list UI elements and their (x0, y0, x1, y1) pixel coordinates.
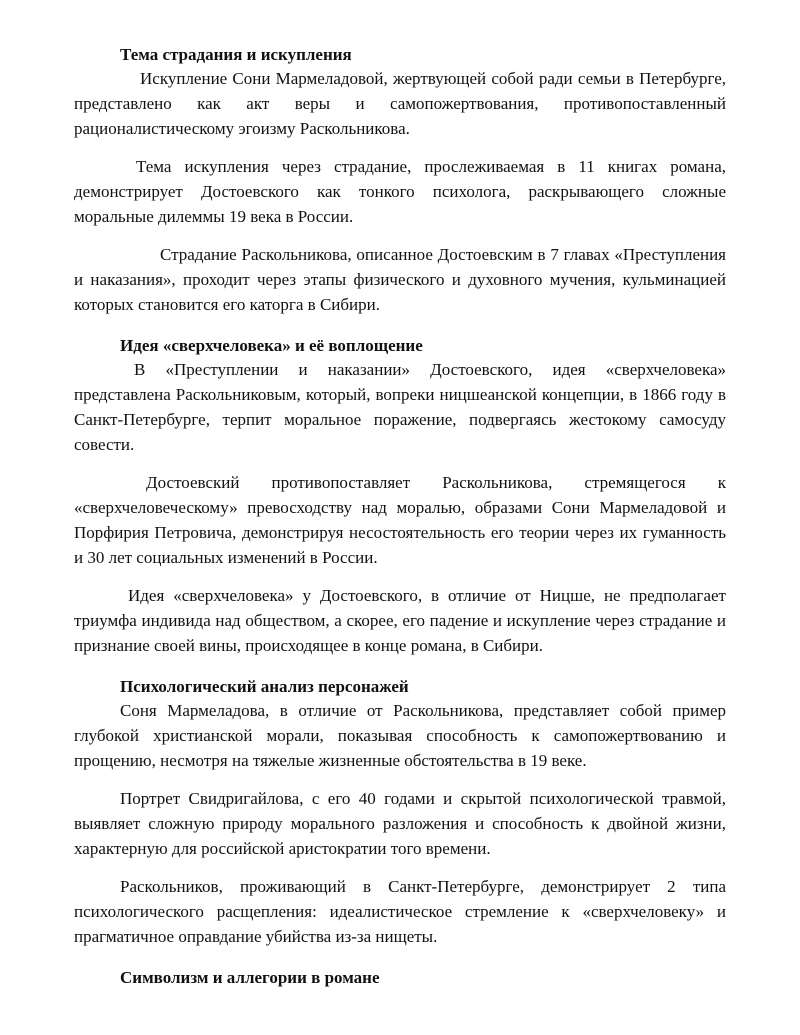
section-heading-psychology: Психологический анализ персонажей (120, 677, 409, 696)
section-heading-superman: Идея «сверхчеловека» и её воплощение (120, 336, 423, 355)
paragraph: Соня Мармеладова, в отличие от Раскольникова, представляет собой пример глубокой христианской морали, показывая способность к самопожертвованию и прощению, несмотря на тяжелые жизненные обстоятельства в 19 веке. (74, 701, 726, 770)
paragraph: Раскольников, проживающий в Санкт-Петербурге, демонстрирует 2 типа психологического расщепления: идеалистическое стремление к «сверхчеловеку» и прагматичное оправдание убийства из-за нищеты. (74, 877, 726, 946)
paragraph: Идея «сверхчеловека» у Достоевского, в отличие от Ницше, не предполагает триумфа индивида над обществом, а скорее, его падение и искупление через страдание и признание своей вины, происходящее в конце романа, в Сибири. (74, 586, 726, 655)
document-page (74, 44, 726, 989)
paragraph: Тема искупления через страдание, прослеживаемая в 11 книгах романа, демонстрирует Достоевского как тонкого психолога, раскрывающего сложные моральные дилеммы 19 века в России. (74, 157, 726, 226)
paragraph: Портрет Свидригайлова, с его 40 годами и скрытой психологической травмой, выявляет сложную природу морального разложения и способность к двойной жизни, характерную для российской аристократии того времени. (74, 789, 726, 858)
section-heading-suffering: Тема страдания и искупления (120, 45, 352, 64)
paragraph: В «Преступлении и наказании» Достоевского, идея «сверхчеловека» представлена Раскольниковым, который, вопреки ницшеанской концепции, в 1866 году в Санкт-Петербурге, терпит моральное поражение, подвергаясь жестокому самосуду совести. (74, 360, 726, 454)
section-heading-symbolism: Символизм и аллегории в романе (120, 968, 380, 987)
paragraph: Страдание Раскольникова, описанное Достоевским в 7 главах «Преступления и наказания», проходит через этапы физического и духовного мучения, кульминацией которых становится его каторга в Сибири. (74, 245, 726, 314)
paragraph: Искупление Сони Мармеладовой, жертвующей собой ради семьи в Петербурге, представлено как акт веры и самопожертвования, противопоставленный рационалистическому эгоизму Раскольникова. (74, 69, 726, 138)
paragraph: Достоевский противопоставляет Раскольникова, стремящегося к «сверхчеловеческому» превосходству над моралью, образами Сони Мармеладовой и Порфирия Петровича, демонстрируя несостоятельность его теории через их гуманность и 30 лет социальных изменений в России. (74, 473, 726, 567)
